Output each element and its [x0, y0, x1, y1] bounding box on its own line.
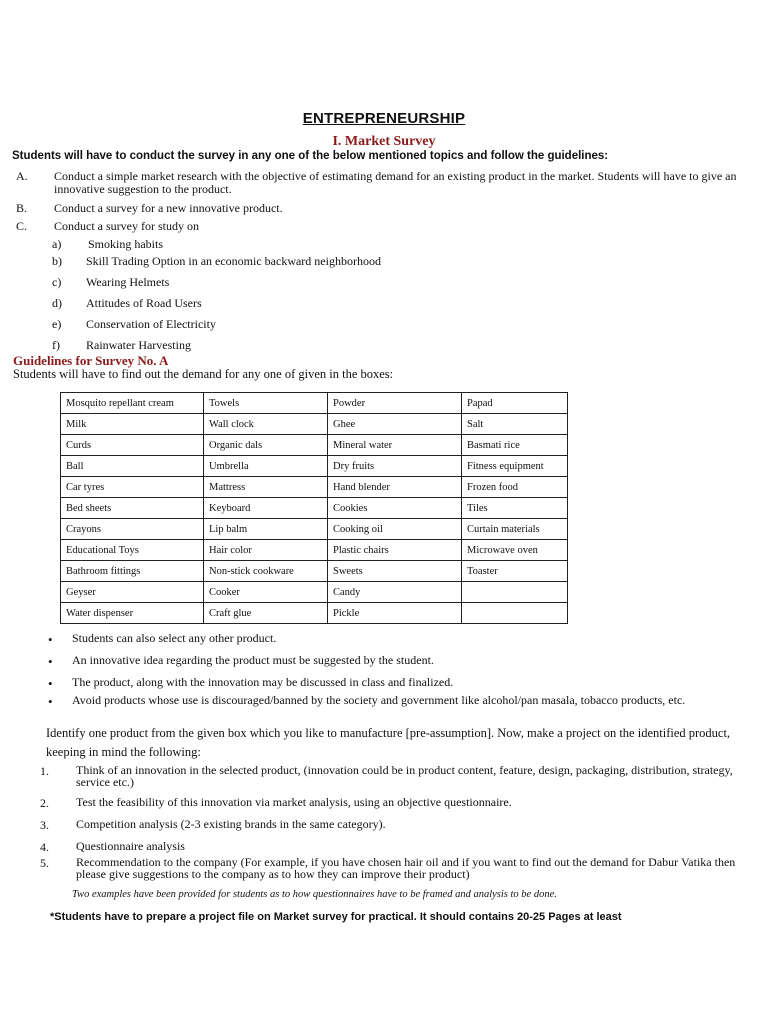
table-row: [61, 582, 568, 603]
table-cell: Mattress: [204, 477, 328, 498]
bullet-dot: •: [48, 694, 53, 709]
table-cell: Fitness equipment: [462, 456, 568, 477]
intro-text: Students will have to conduct the survey in any one of the below mentioned topics and follow the guidelines:: [12, 150, 609, 162]
subtopic-text: Conservation of Electricity: [86, 317, 216, 331]
bullet-dot: •: [48, 632, 53, 647]
bullet-text: The product, along with the innovation may be discussed in class and finalized.: [72, 675, 454, 689]
guidelines-intro: Students will have to find out the demand for any one of given in the boxes:: [13, 367, 394, 381]
table-row: [61, 498, 568, 519]
topic-label: C.: [16, 219, 28, 233]
step-text: Think of an innovation in the selected product, (innovation could be in product content, feature, design, packaging, distribution, strategy, service etc.): [76, 763, 733, 789]
table-row: [61, 456, 568, 477]
table-cell: Craft glue: [204, 603, 328, 624]
topic-label: A.: [16, 169, 28, 183]
subtopic-label: f): [52, 338, 60, 352]
table-cell: Papad: [462, 393, 568, 414]
table-cell: Tiles: [462, 498, 568, 519]
table-row: [61, 477, 568, 498]
subtopic-text: Attitudes of Road Users: [86, 296, 202, 310]
table-cell: Frozen food: [462, 477, 568, 498]
topic-text: Conduct a simple market research with the objective of estimating demand for an existing product in the market. Students will have to give an innovative suggestion to the product.: [54, 169, 737, 196]
table-cell: Keyboard: [204, 498, 328, 519]
product-table: [60, 392, 568, 624]
table-cell: Mosquito repellant cream: [61, 393, 204, 414]
table-cell: Educational Toys: [61, 540, 204, 561]
bullet-text: An innovative idea regarding the product must be suggested by the student.: [72, 653, 434, 667]
bullet-dot: •: [48, 676, 53, 691]
topic-text: Conduct a survey for a new innovative product.: [54, 201, 283, 215]
table-cell: Towels: [204, 393, 328, 414]
subtopic-label: d): [52, 296, 62, 310]
step-number: 5.: [40, 856, 49, 870]
bullet-dot: •: [48, 654, 53, 669]
table-cell: Umbrella: [204, 456, 328, 477]
table-cell: Salt: [462, 414, 568, 435]
guidelines-heading: Guidelines for Survey No. A: [13, 353, 169, 368]
table-cell: Hair color: [204, 540, 328, 561]
table-cell: Bathroom fittings: [61, 561, 204, 582]
step-number: 2.: [40, 796, 49, 810]
table-cell: Bed sheets: [61, 498, 204, 519]
bullet-text: Students can also select any other product.: [72, 631, 277, 645]
table-cell: Toaster: [462, 561, 568, 582]
table-cell: Candy: [328, 582, 462, 603]
subtopic-text: Wearing Helmets: [86, 275, 170, 289]
table-cell: Sweets: [328, 561, 462, 582]
table-cell: Cookies: [328, 498, 462, 519]
table-cell: [462, 603, 568, 624]
step-text: Questionnaire analysis: [76, 839, 185, 853]
table-row: [61, 603, 568, 624]
table-cell: Ghee: [328, 414, 462, 435]
table-cell: Water dispenser: [61, 603, 204, 624]
table-cell: Curds: [61, 435, 204, 456]
table-cell: Cooking oil: [328, 519, 462, 540]
subtopic-label: e): [52, 317, 62, 331]
table-row: [61, 519, 568, 540]
table-cell: Dry fruits: [328, 456, 462, 477]
topic-label: B.: [16, 201, 28, 215]
step-number: 4.: [40, 840, 49, 854]
table-cell: Pickle: [328, 603, 462, 624]
table-cell: Milk: [61, 414, 204, 435]
document-title: ENTREPRENEURSHIP: [302, 110, 466, 127]
table-cell: Mineral water: [328, 435, 462, 456]
table-cell: Ball: [61, 456, 204, 477]
section-title: I. Market Survey: [332, 134, 436, 149]
table-cell: Microwave oven: [462, 540, 568, 561]
table-cell: Curtain materials: [462, 519, 568, 540]
table-row: [61, 435, 568, 456]
table-cell: Powder: [328, 393, 462, 414]
subtopic-text: Skill Trading Option in an economic backward neighborhood: [86, 254, 381, 268]
table-cell: Non-stick cookware: [204, 561, 328, 582]
step-text: Competition analysis (2-3 existing brands in the same category).: [76, 817, 386, 831]
step-number: 1.: [40, 764, 49, 778]
table-cell: [462, 582, 568, 603]
subtopic-label: c): [52, 275, 62, 289]
step-number: 3.: [40, 818, 49, 832]
table-cell: Cooker: [204, 582, 328, 603]
table-cell: Lip balm: [204, 519, 328, 540]
table-cell: Organic dals: [204, 435, 328, 456]
step-text: Recommendation to the company (For example, if you have chosen hair oil and if you want to find out the demand for Dabur Vatika then please give suggestions to the company as to how they can improve their product): [76, 855, 736, 881]
examples-note: Two examples have been provided for students as to how questionnaires have to be framed and analysis to be done.: [72, 889, 557, 900]
table-row: [61, 393, 568, 414]
table-row: [61, 561, 568, 582]
table-cell: Basmati rice: [462, 435, 568, 456]
step-text: Test the feasibility of this innovation via market analysis, using an objective questionnaire.: [76, 795, 512, 809]
table-cell: Wall clock: [204, 414, 328, 435]
table-cell: Crayons: [61, 519, 204, 540]
subtopic-label: b): [52, 254, 62, 268]
subtopic-label: a): [52, 237, 62, 251]
topic-text: Conduct a survey for study on: [54, 219, 199, 233]
table-cell: Plastic chairs: [328, 540, 462, 561]
table-row: [61, 540, 568, 561]
identify-paragraph: Identify one product from the given box which you like to manufacture [pre-assumption]. Now, make a project on the identified product, keeping in mind the following:: [46, 726, 731, 759]
table-cell: Geyser: [61, 582, 204, 603]
table-cell: Hand blender: [328, 477, 462, 498]
table-row: [61, 414, 568, 435]
table-cell: Car tyres: [61, 477, 204, 498]
footer-note: *Students have to prepare a project file on Market survey for practical. It should contains 20-25 Pages at least: [50, 911, 622, 923]
subtopic-text: Rainwater Harvesting: [86, 338, 191, 352]
bullet-text: Avoid products whose use is discouraged/banned by the society and government like alcohol/pan masala, tobacco products, etc.: [72, 693, 686, 707]
subtopic-text: Smoking habits: [88, 237, 164, 251]
